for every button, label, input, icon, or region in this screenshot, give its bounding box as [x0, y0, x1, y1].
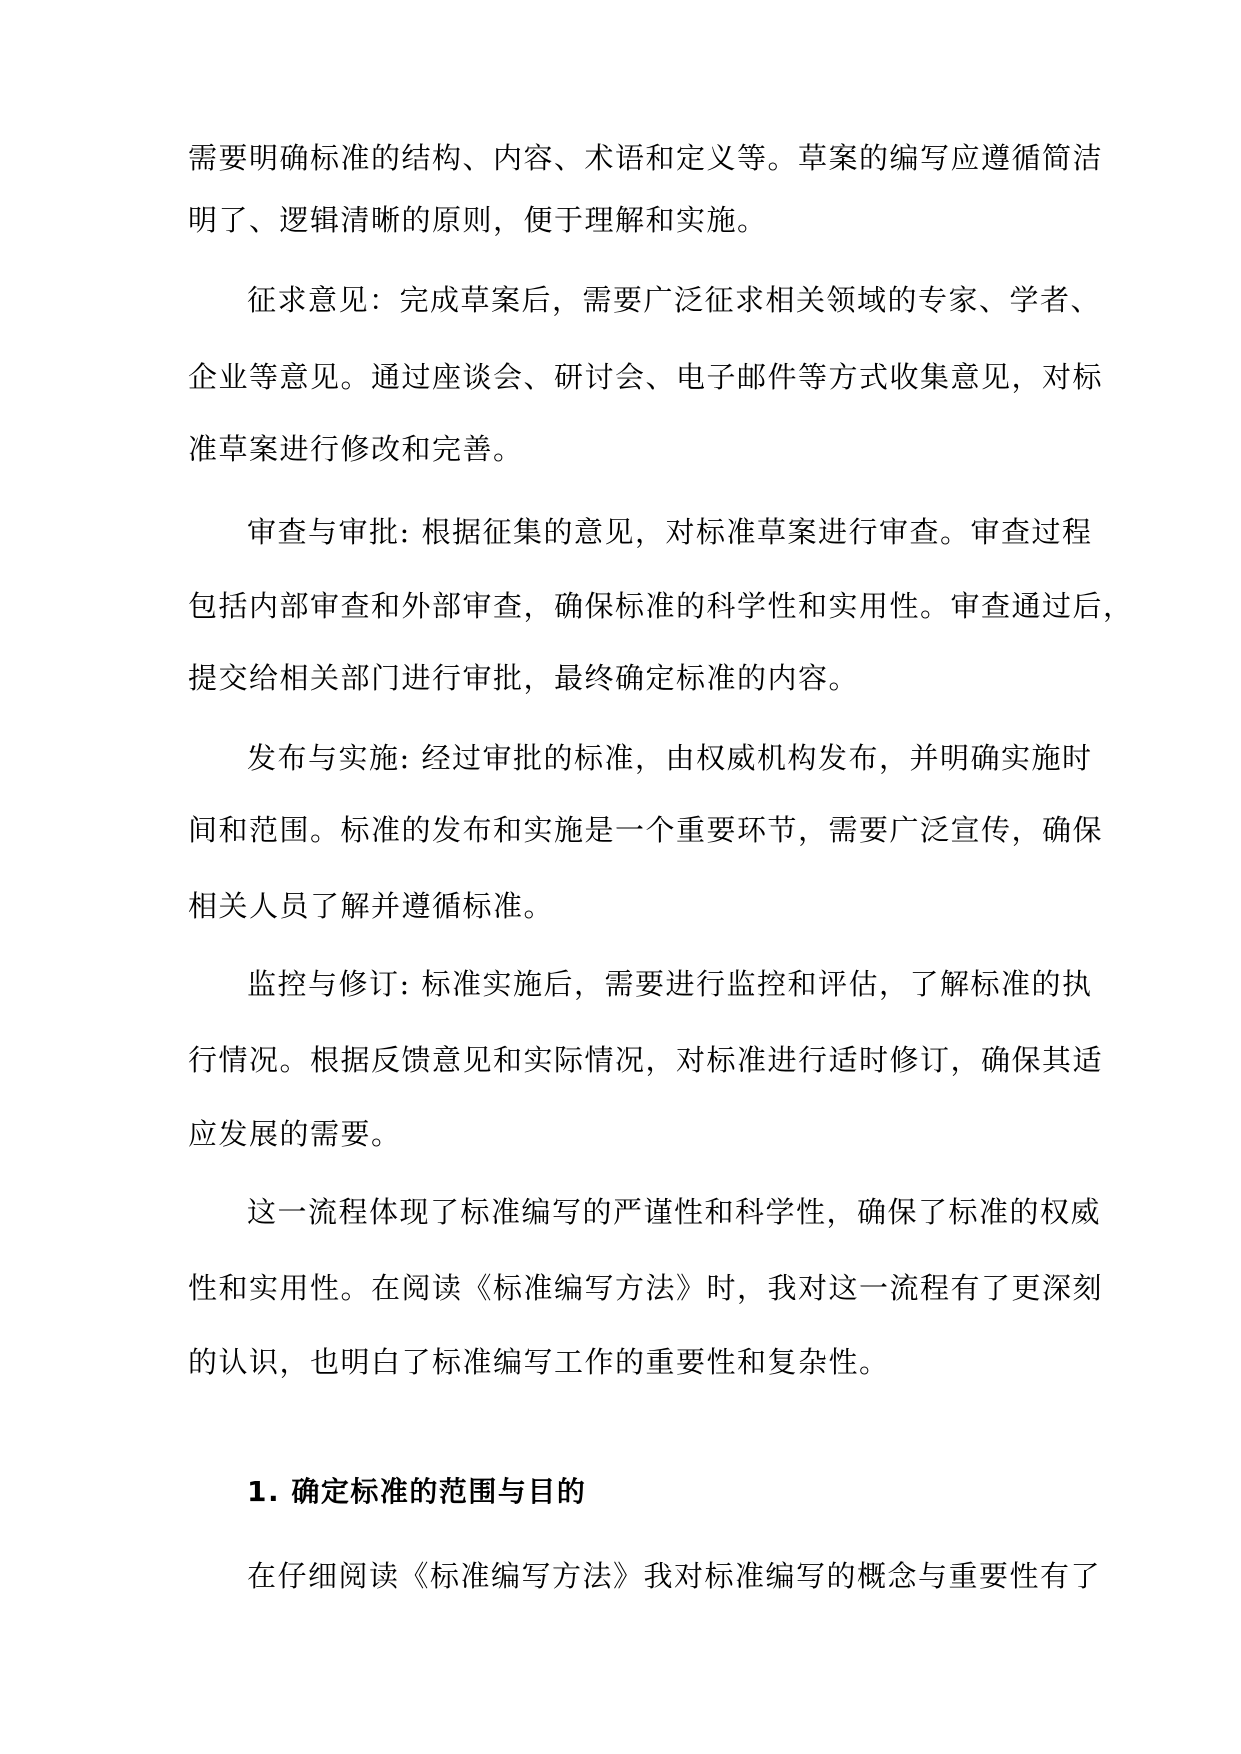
paragraph-line: 提交给相关部门进行审批，最终确定标准的内容。 [188, 661, 860, 695]
paragraph-line: 相关人员了解并遵循标准。 [188, 889, 555, 923]
paragraph-line: 行情况。根据反馈意见和实际情况，对标准进行适时修订，确保其适 [188, 1043, 1104, 1077]
paragraph-line: 应发展的需要。 [188, 1117, 402, 1151]
paragraph-line: 的认识，也明白了标准编写工作的重要性和复杂性。 [188, 1345, 890, 1379]
paragraph-line: 监控与修订: 标准实施后，需要进行监控和评估，了解标准的执 [247, 967, 1093, 1001]
paragraph-line: 明了、逻辑清晰的原则，便于理解和实施。 [188, 203, 768, 237]
paragraph-line: 准草案进行修改和完善。 [188, 432, 524, 466]
paragraph-line: 审查与审批: 根据征集的意见，对标准草案进行审查。审查过程 [247, 515, 1093, 549]
paragraph-line: 性和实用性。在阅读《标准编写方法》时，我对这一流程有了更深刻 [188, 1271, 1104, 1305]
paragraph-line: 间和范围。标准的发布和实施是一个重要环节，需要广泛宣传，确保 [188, 813, 1104, 847]
paragraph-line: 包括内部审查和外部审查，确保标准的科学性和实用性。审查通过后， [188, 589, 1134, 623]
paragraph-line: 发布与实施: 经过审批的标准，由权威机构发布，并明确实施时 [247, 741, 1093, 775]
section-heading: 1. 确定标准的范围与目的 [247, 1475, 587, 1508]
paragraph-line: 企业等意见。通过座谈会、研讨会、电子邮件等方式收集意见，对标 [188, 360, 1104, 394]
paragraph-line: 征求意见：完成草案后，需要广泛征求相关领域的专家、学者、 [247, 283, 1102, 317]
paragraph-line: 这一流程体现了标准编写的严谨性和科学性，确保了标准的权威 [247, 1195, 1102, 1229]
paragraph-line: 在仔细阅读《标准编写方法》我对标准编写的概念与重要性有了 [247, 1559, 1102, 1593]
paragraph-line: 需要明确标准的结构、内容、术语和定义等。草案的编写应遵循简洁 [188, 141, 1104, 175]
